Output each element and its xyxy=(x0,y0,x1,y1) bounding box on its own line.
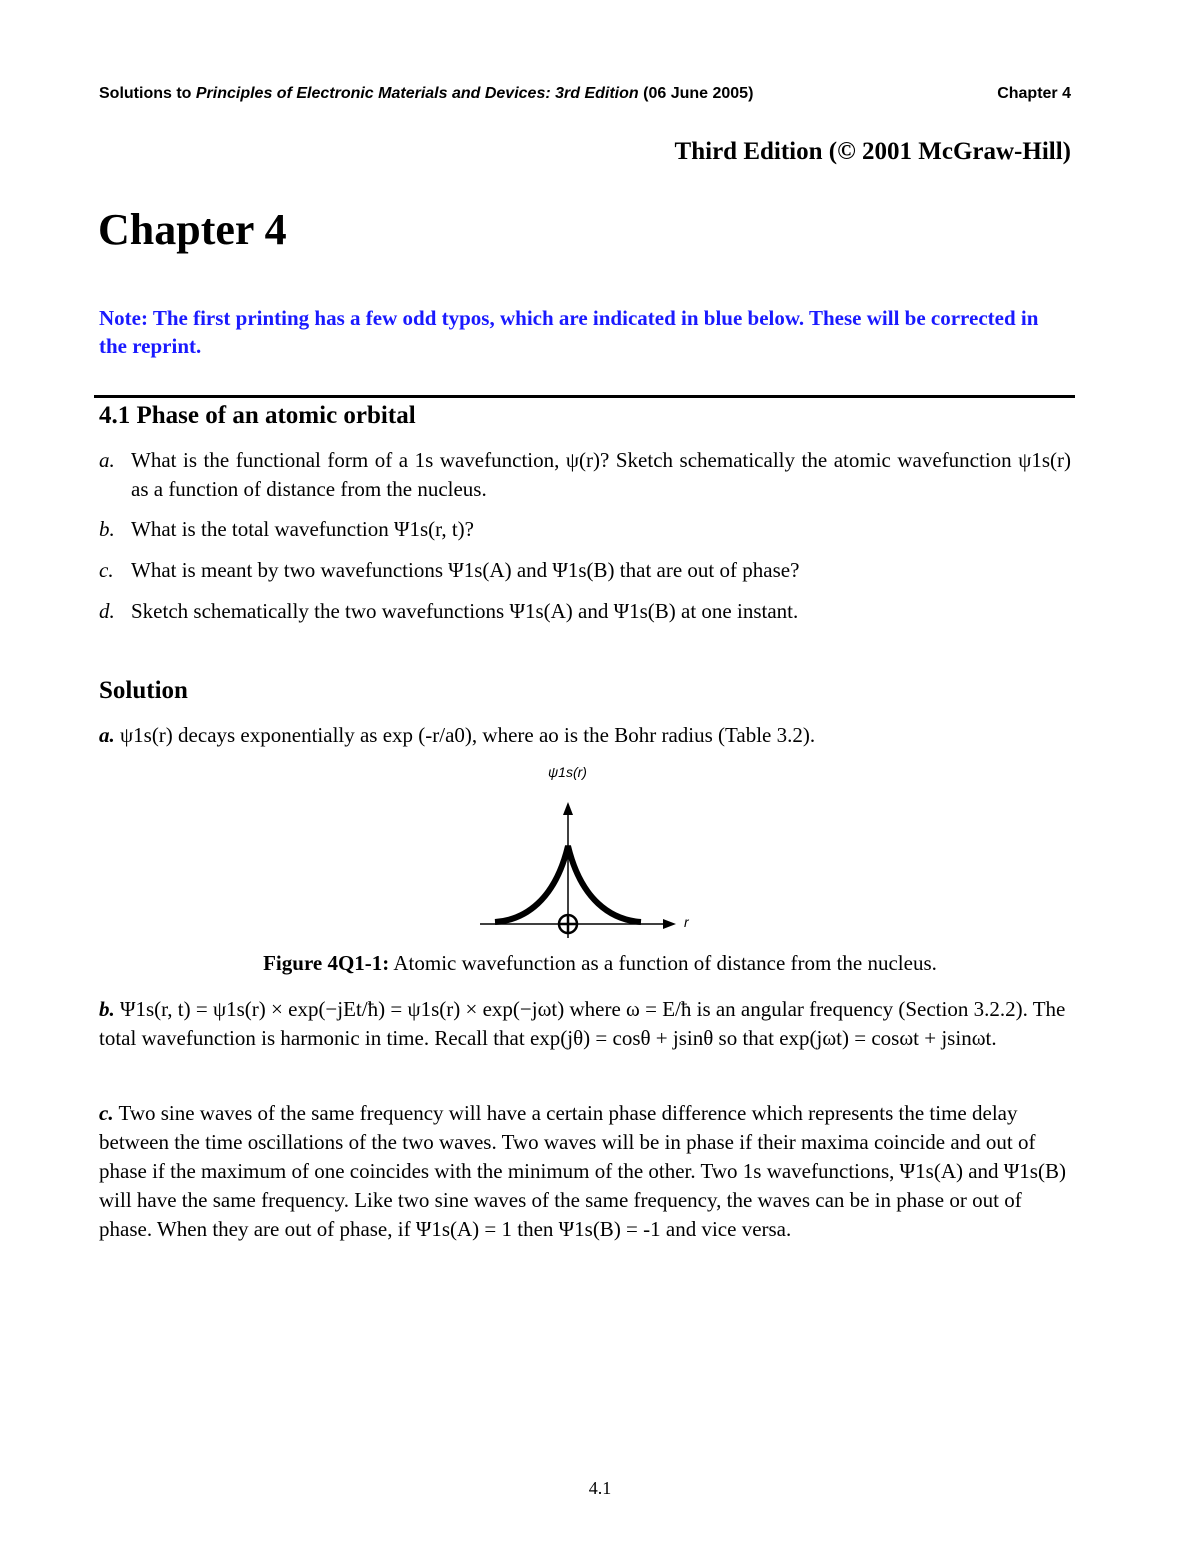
y-axis-arrow xyxy=(563,802,573,815)
chapter-title: Chapter 4 xyxy=(98,205,287,254)
figure-y-label: ψ1s(r) xyxy=(548,764,587,780)
caption-label: Figure 4Q1-1: xyxy=(263,951,390,975)
errata-note: Note: The first printing has a few odd typos, which are indicated in blue below. These will be corrected in the reprint. xyxy=(99,306,1039,358)
question-text: What is the functional form of a 1s wavefunction, ψ(r)? Sketch schematically the atomic wavefunction ψ1s(r) as a function of distance from the nucleus. xyxy=(131,448,1071,501)
question-text: What is meant by two wavefunctions Ψ1s(A) and Ψ1s(B) that are out of phase? xyxy=(131,558,800,582)
header-book-title: Principles of Electronic Materials and Devices: 3rd Edition xyxy=(195,85,639,102)
question-c xyxy=(99,556,1071,585)
header-prefix: Solutions to xyxy=(99,85,196,102)
header-date: (06 June 2005) xyxy=(638,85,754,102)
question-a xyxy=(99,446,1071,504)
question-label: b. xyxy=(99,517,115,541)
solution-c xyxy=(99,1099,1071,1244)
solution-label: a. xyxy=(99,723,115,747)
x-axis-arrow xyxy=(663,919,676,929)
section-divider xyxy=(94,395,1075,398)
solution-text: Ψ1s(r, t) = ψ1s(r) × exp(−jEt/ħ) = ψ1s(r) × exp(−jωt) where ω = E/ħ is an angular frequency (Section 3.2.2). The total wavefunction is harmonic in time. Recall that exp(jθ) = cosθ + jsinθ so that exp(jωt) = cosωt + jsinωt. xyxy=(99,997,1066,1050)
figure-x-label: r xyxy=(684,914,689,930)
section-title: 4.1 Phase of an atomic orbital xyxy=(99,402,416,429)
figure-caption xyxy=(0,951,1200,976)
caption-text: Atomic wavefunction as a function of distance from the nucleus. xyxy=(389,951,937,975)
edition-line: Third Edition (© 2001 McGraw-Hill) xyxy=(674,138,1071,165)
solution-a xyxy=(99,721,1071,750)
solution-text: ψ1s(r) decays exponentially as exp (-r/a0), where ao is the Bohr radius (Table 3.2). xyxy=(120,723,816,747)
solution-b xyxy=(99,995,1071,1053)
solution-heading: Solution xyxy=(99,677,188,704)
question-text: Sketch schematically the two wavefunctions Ψ1s(A) and Ψ1s(B) at one instant. xyxy=(131,599,799,623)
solution-text: Two sine waves of the same frequency will have a certain phase difference which represents the time delay between the time oscillations of the two waves. Two waves will be in phase if their maxima coincide and out of phase if the maximum of one coincides with the minimum of the other. Two 1s wavefunctions, Ψ1s(A) and Ψ1s(B) will have the same frequency. Like two sine waves of the same frequency, the waves can be in phase or out of phase. When they are out of phase, if Ψ1s(A) = 1 then Ψ1s(B) = -1 and vice versa. xyxy=(99,1101,1066,1241)
wavefunction-figure xyxy=(470,760,710,950)
question-label: a. xyxy=(99,448,115,472)
page-number: 4.1 xyxy=(588,1478,612,1498)
header-chapter: Chapter 4 xyxy=(997,85,1071,102)
question-label: d. xyxy=(99,599,115,623)
question-b xyxy=(99,515,1071,544)
question-d xyxy=(99,597,1071,626)
solution-label: b. xyxy=(99,997,115,1021)
question-text: What is the total wavefunction Ψ1s(r, t)? xyxy=(131,517,474,541)
running-header xyxy=(99,85,1071,103)
question-label: c. xyxy=(99,558,114,582)
solution-label: c. xyxy=(99,1101,114,1125)
